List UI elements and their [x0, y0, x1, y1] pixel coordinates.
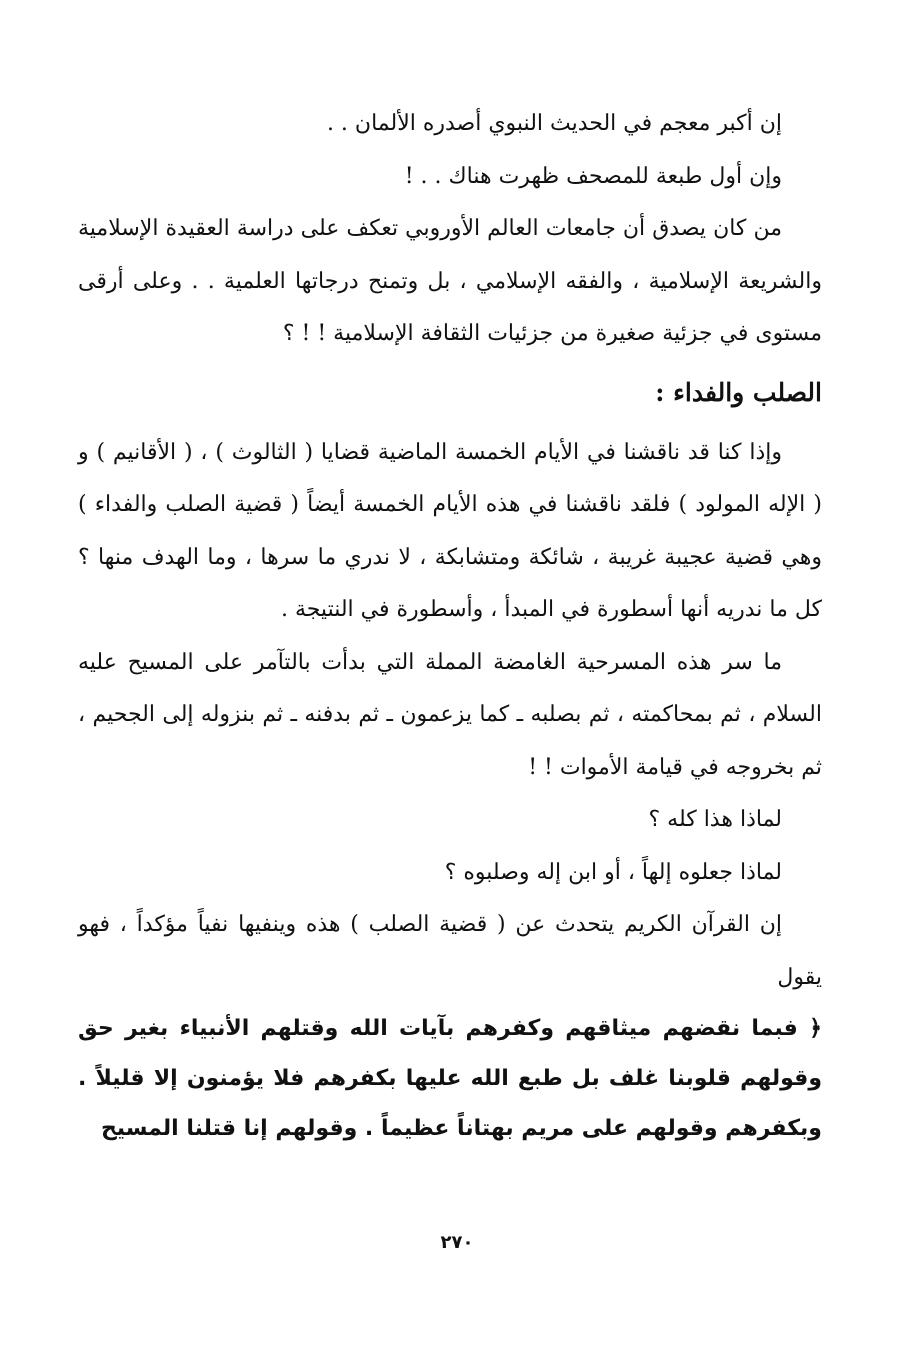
paragraph-secret: ما سر هذه المسرحية الغامضة المملة التي بدأت بالتآمر على المسيح عليه السلام ، ثم بمحاكمته ، ثم بصلبه ـ كما يزعمون ـ ثم بدفنه ـ ثم بنزوله إلى الجحيم ، ثم بخروجه في قيامة الأموات ! !	[78, 649, 822, 780]
question-god: لماذا جعلوه إلهاً ، أو ابن إله وصلبوه ؟	[444, 859, 782, 885]
section-heading: الصلب والفداء :	[655, 377, 822, 407]
quran-verse: ﴿ فبما نقضهم ميثاقهم وكفرهم بآيات الله وقتلهم الأنبياء بغير حق وقولهم قلوبنا غلف بل طبع الله عليها بكفرهم فلا يؤمنون إلا قليلاً . وبكفرهم وقولهم على مريم بهتاناً عظيماً . وقولهم إنا قتلنا المسيح	[78, 1016, 822, 1141]
paragraph-discussion: وإذا كنا قد ناقشنا في الأيام الخمسة الماضية قضايا ( الثالوث ) ، ( الأقانيم ) و ( الإله المولود ) فلقد ناقشنا في هذه الأيام الخمسة أيضاً ( قضية الصلب والفداء ) وهي قضية عجيبة غريبة ، شائكة ومتشابكة ، لا ندري ما سرها ، وما الهدف منها ؟ كل ما ندريه أنها أسطورة في المبدأ ، وأسطورة في النتيجة .	[78, 439, 822, 622]
question-why: لماذا هذا كله ؟	[648, 807, 782, 832]
page-number: ٢٧٠	[440, 1232, 474, 1253]
book-page	[78, 98, 822, 1154]
intro-line-mushaf: وإن أول طبعة للمصحف ظهرت هناك . . !	[404, 163, 782, 189]
intro-line-dictionary: إن أكبر معجم في الحديث النبوي أصدره الألمان . .	[326, 111, 782, 136]
paragraph-universities: من كان يصدق أن جامعات العالم الأوروبي تعكف على دراسة العقيدة الإسلامية والشريعة الإسلامية ، والفقه الإسلامي ، بل وتمنح درجاتها العلمية . . وعلى أرقى مستوى في جزئية صغيرة من جزئيات الثقافة الإسلامية ! ! ؟	[78, 216, 822, 346]
paragraph-quran-intro: إن القرآن الكريم يتحدث عن ( قضية الصلب ) هذه وينفيها نفياً مؤكداً ، فهو يقول	[78, 912, 822, 990]
